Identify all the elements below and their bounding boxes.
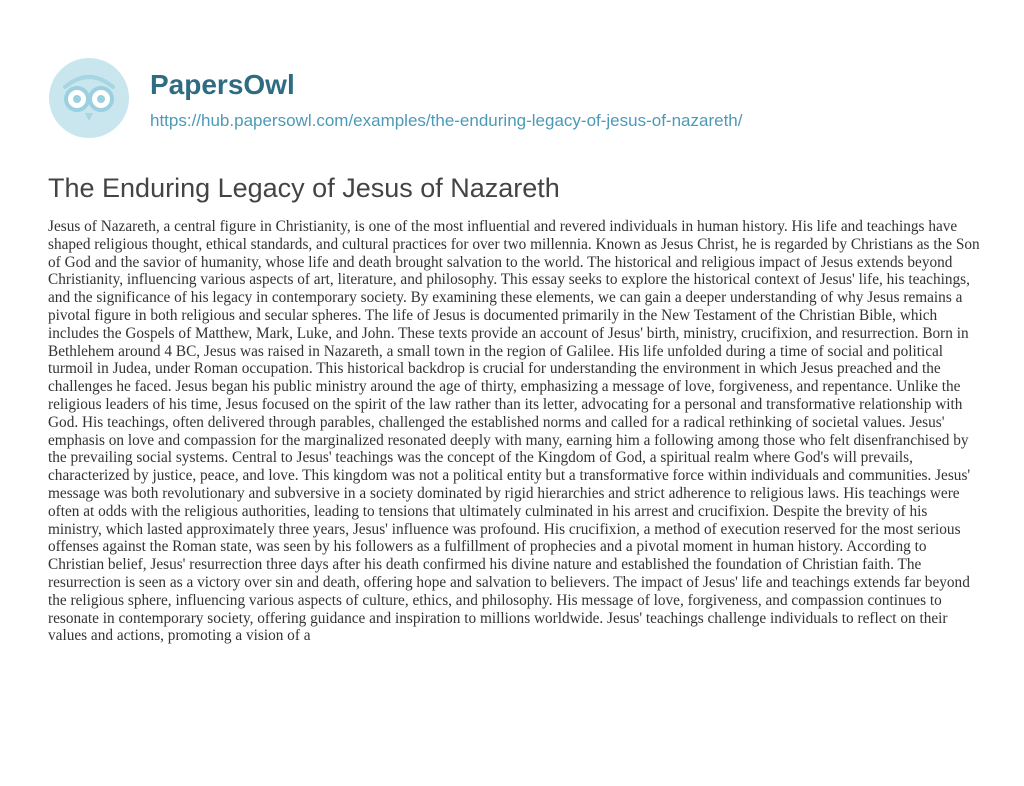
owl-logo-icon bbox=[48, 57, 130, 139]
essay-url-link[interactable]: https://hub.papersowl.com/examples/the-enduring-legacy-of-jesus-of-nazareth/ bbox=[150, 111, 743, 130]
site-header bbox=[48, 58, 742, 138]
brand-name: PapersOwl bbox=[150, 69, 295, 100]
essay-body: Jesus of Nazareth, a central figure in Christianity, is one of the most influential and revered individuals in human history. His life and teachings have shaped religious thought, ethical standards, and cultural practices for over two millennia. Known as Jesus Christ, he is regarded by Christians as the Son of God and the savior of humanity, whose life and death brought salvation to the world. The historical and religious impact of Jesus extends beyond Christianity, influencing various aspects of art, literature, and philosophy. This essay seeks to explore the historical context of Jesus' life, his teachings, and the significance of his legacy in contemporary society. By examining these elements, we can gain a deeper understanding of why Jesus remains a pivotal figure in both religious and secular spheres. The life of Jesus is documented primarily in the New Testament of the Christian Bible, which includes the Gospels of Matthew, Mark, Luke, and John. These texts provide an account of Jesus' birth, ministry, crucifixion, and resurrection. Born in Bethlehem around 4 BC, Jesus was raised in Nazareth, a small town in the region of Galilee. His life unfolded during a time of social and political turmoil in Judea, under Roman occupation. This historical backdrop is crucial for understanding the environment in which Jesus preached and the challenges he faced. Jesus began his public ministry around the age of thirty, emphasizing a message of love, forgiveness, and repentance. Unlike the religious leaders of his time, Jesus focused on the spirit of the law rather than its letter, advocating for a personal and transformative relationship with God. His teachings, often delivered through parables, challenged the established norms and called for a radical rethinking of societal values. Jesus' emphasis on love and compassion for the marginalized resonated deeply with many, earning him a following among those who felt disenfranchised by the prevailing social systems. Central to Jesus' teachings was the concept of the Kingdom of God, a spiritual realm where God's will prevails, characterized by justice, peace, and love. This kingdom was not a political entity but a transformative force within individuals and communities. Jesus' message was both revolutionary and subversive in a society dominated by rigid hierarchies and strict adherence to religious laws. His teachings were often at odds with the religious authorities, leading to tensions that ultimately culminated in his arrest and crucifixion. Despite the brevity of his ministry, which lasted approximately three years, Jesus' influence was profound. His crucifixion, a method of execution reserved for the most serious offenses against the Roman state, was seen by his followers as a fulfillment of prophecies and a pivotal moment in human history. According to Christian belief, Jesus' resurrection three days after his death confirmed his divine nature and established the foundation of Christian faith. The resurrection is seen as a victory over sin and death, offering hope and salvation to believers. The impact of Jesus' life and teachings extends far beyond the religious sphere, influencing various aspects of culture, ethics, and philosophy. His message of love, forgiveness, and compassion continues to resonate in contemporary society, offering guidance and inspiration to millions worldwide. Jesus' teachings challenge individuals to reflect on their values and actions, promoting a vision of a bbox=[48, 218, 980, 645]
brand-block bbox=[150, 64, 742, 132]
essay-title: The Enduring Legacy of Jesus of Nazareth bbox=[48, 173, 560, 203]
